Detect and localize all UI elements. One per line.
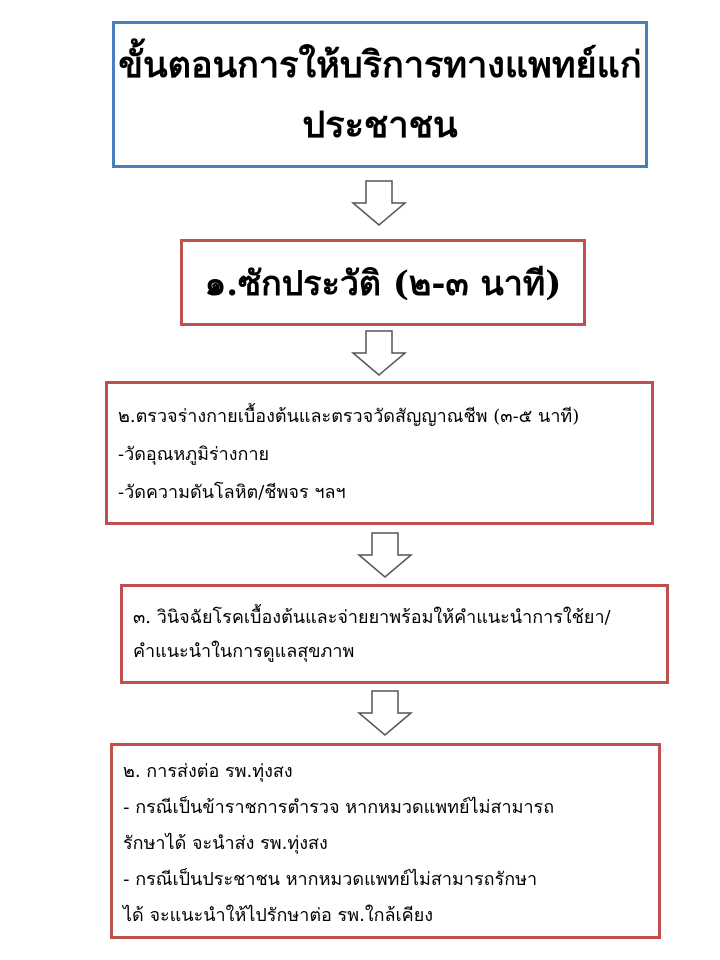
step-2-line-2: -วัดอุณหภูมิร่างกาย — [118, 444, 270, 465]
step-4-line-5: ได้ จะแนะนำให้ไปรักษาต่อ รพ.ใกล้เคียง — [123, 905, 434, 926]
step-4-line-3: รักษาได้ จะนำส่ง รพ.ทุ่งสง — [123, 833, 328, 854]
step-3-line-1: ๓. วินิจฉัยโรคเบื้องต้นและจ่ายยาพร้อมให้คำแนะนำการใช้ยา/ — [133, 607, 611, 628]
title-box — [112, 21, 648, 168]
step-2-line-3: -วัดความดันโลหิต/ชีพจร ฯลฯ — [118, 482, 346, 503]
down-arrow-icon — [352, 330, 406, 376]
step-4-line-2: - กรณีเป็นข้าราชการตำรวจ หากหมวดแพทย์ไม่สามารถ — [123, 797, 555, 818]
down-arrow-icon — [358, 532, 412, 578]
step-2-line-1: ๒.ตรวจร่างกายเบื้องต้นและตรวจวัดสัญญาณชีพ (๓-๕ นาที) — [118, 406, 580, 427]
title-line-2: ประชาชน — [302, 103, 458, 146]
down-arrow-icon — [358, 690, 412, 736]
step-1-history-box — [180, 239, 586, 326]
step-1-text: ๑.ซักประวัติ (๒-๓ นาที) — [204, 263, 562, 304]
step-2-exam-box — [105, 381, 654, 525]
title-line-1: ขั้นตอนการให้บริการทางแพทย์แก่ — [118, 43, 642, 86]
down-arrow-icon — [352, 180, 406, 226]
step-3-diagnosis-box — [120, 584, 669, 684]
step-4-line-1: ๒. การส่งต่อ รพ.ทุ่งสง — [123, 761, 293, 782]
step-3-line-2: คำแนะนำในการดูแลสุขภาพ — [133, 641, 355, 662]
step-4-line-4: - กรณีเป็นประชาชน หากหมวดแพทย์ไม่สามารถรักษา — [123, 869, 538, 890]
step-4-referral-box — [110, 743, 661, 939]
